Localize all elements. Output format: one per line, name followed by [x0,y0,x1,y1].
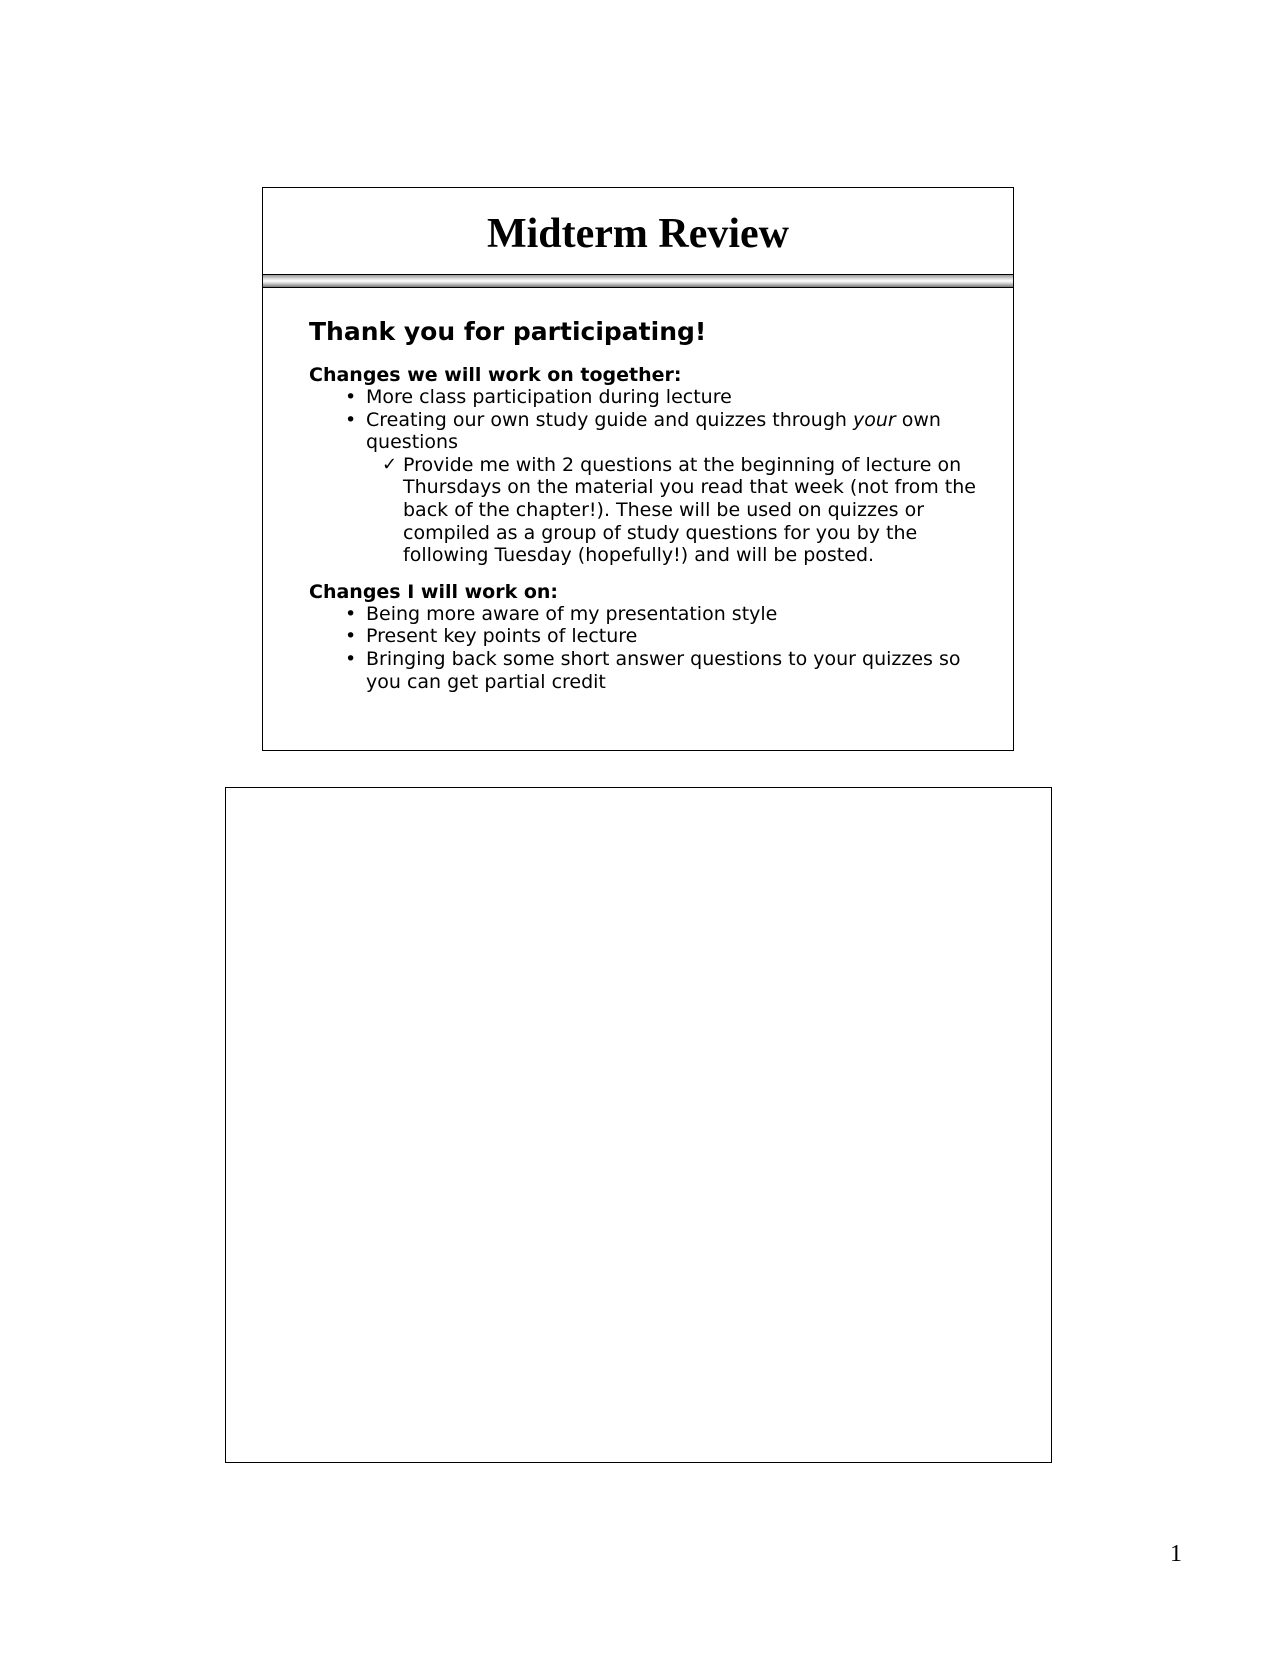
list-item-text: Being more aware of my presentation style [366,602,778,625]
sub-list [366,454,979,567]
section-heading-instructor: Changes I will work on: [309,580,559,603]
slide-body [309,316,979,693]
list-item-emphasis: your [852,408,896,431]
section-spacer [309,567,979,581]
page-number: 1 [1170,1541,1182,1567]
slide-frame [262,187,1014,751]
title-divider [263,274,1013,288]
list-item-text-after: own questions [366,408,941,454]
bullet-icon: • [345,386,357,408]
thanks-heading: Thank you for participating! [309,317,707,346]
check-icon: ✓ [382,453,398,475]
bullet-icon: • [345,625,357,648]
list-item-text-before: Creating our own study guide and quizzes through [366,408,853,431]
list-item [345,603,979,626]
sub-list-item [382,454,979,567]
list-item-text: More class participation during lecture [366,386,732,408]
bullet-icon: • [345,602,357,625]
section-heading-together: Changes we will work on together: [309,364,682,386]
list-item [345,409,979,567]
list-item-text: Bringing back some short answer questions to your quizzes so you can get partial credit [366,647,961,693]
bullet-list-instructor [309,603,979,693]
bullet-icon: • [345,408,357,431]
notes-box [225,787,1052,1463]
list-item [345,386,979,409]
bullet-list-together [309,386,979,567]
bullet-icon: • [345,647,357,670]
sub-list-item-text: Provide me with 2 questions at the beginning of lecture on Thursdays on the material you read that week (not from the back of the chapter!). These will be used on quizzes or compiled as a group of study questions for you by the following Tuesday (hopefully!) and will be posted. [403,453,976,567]
list-item-text: Present key points of lecture [366,625,638,648]
slide-title: Midterm Review [486,211,790,257]
list-item [345,625,979,648]
list-item [345,648,979,693]
